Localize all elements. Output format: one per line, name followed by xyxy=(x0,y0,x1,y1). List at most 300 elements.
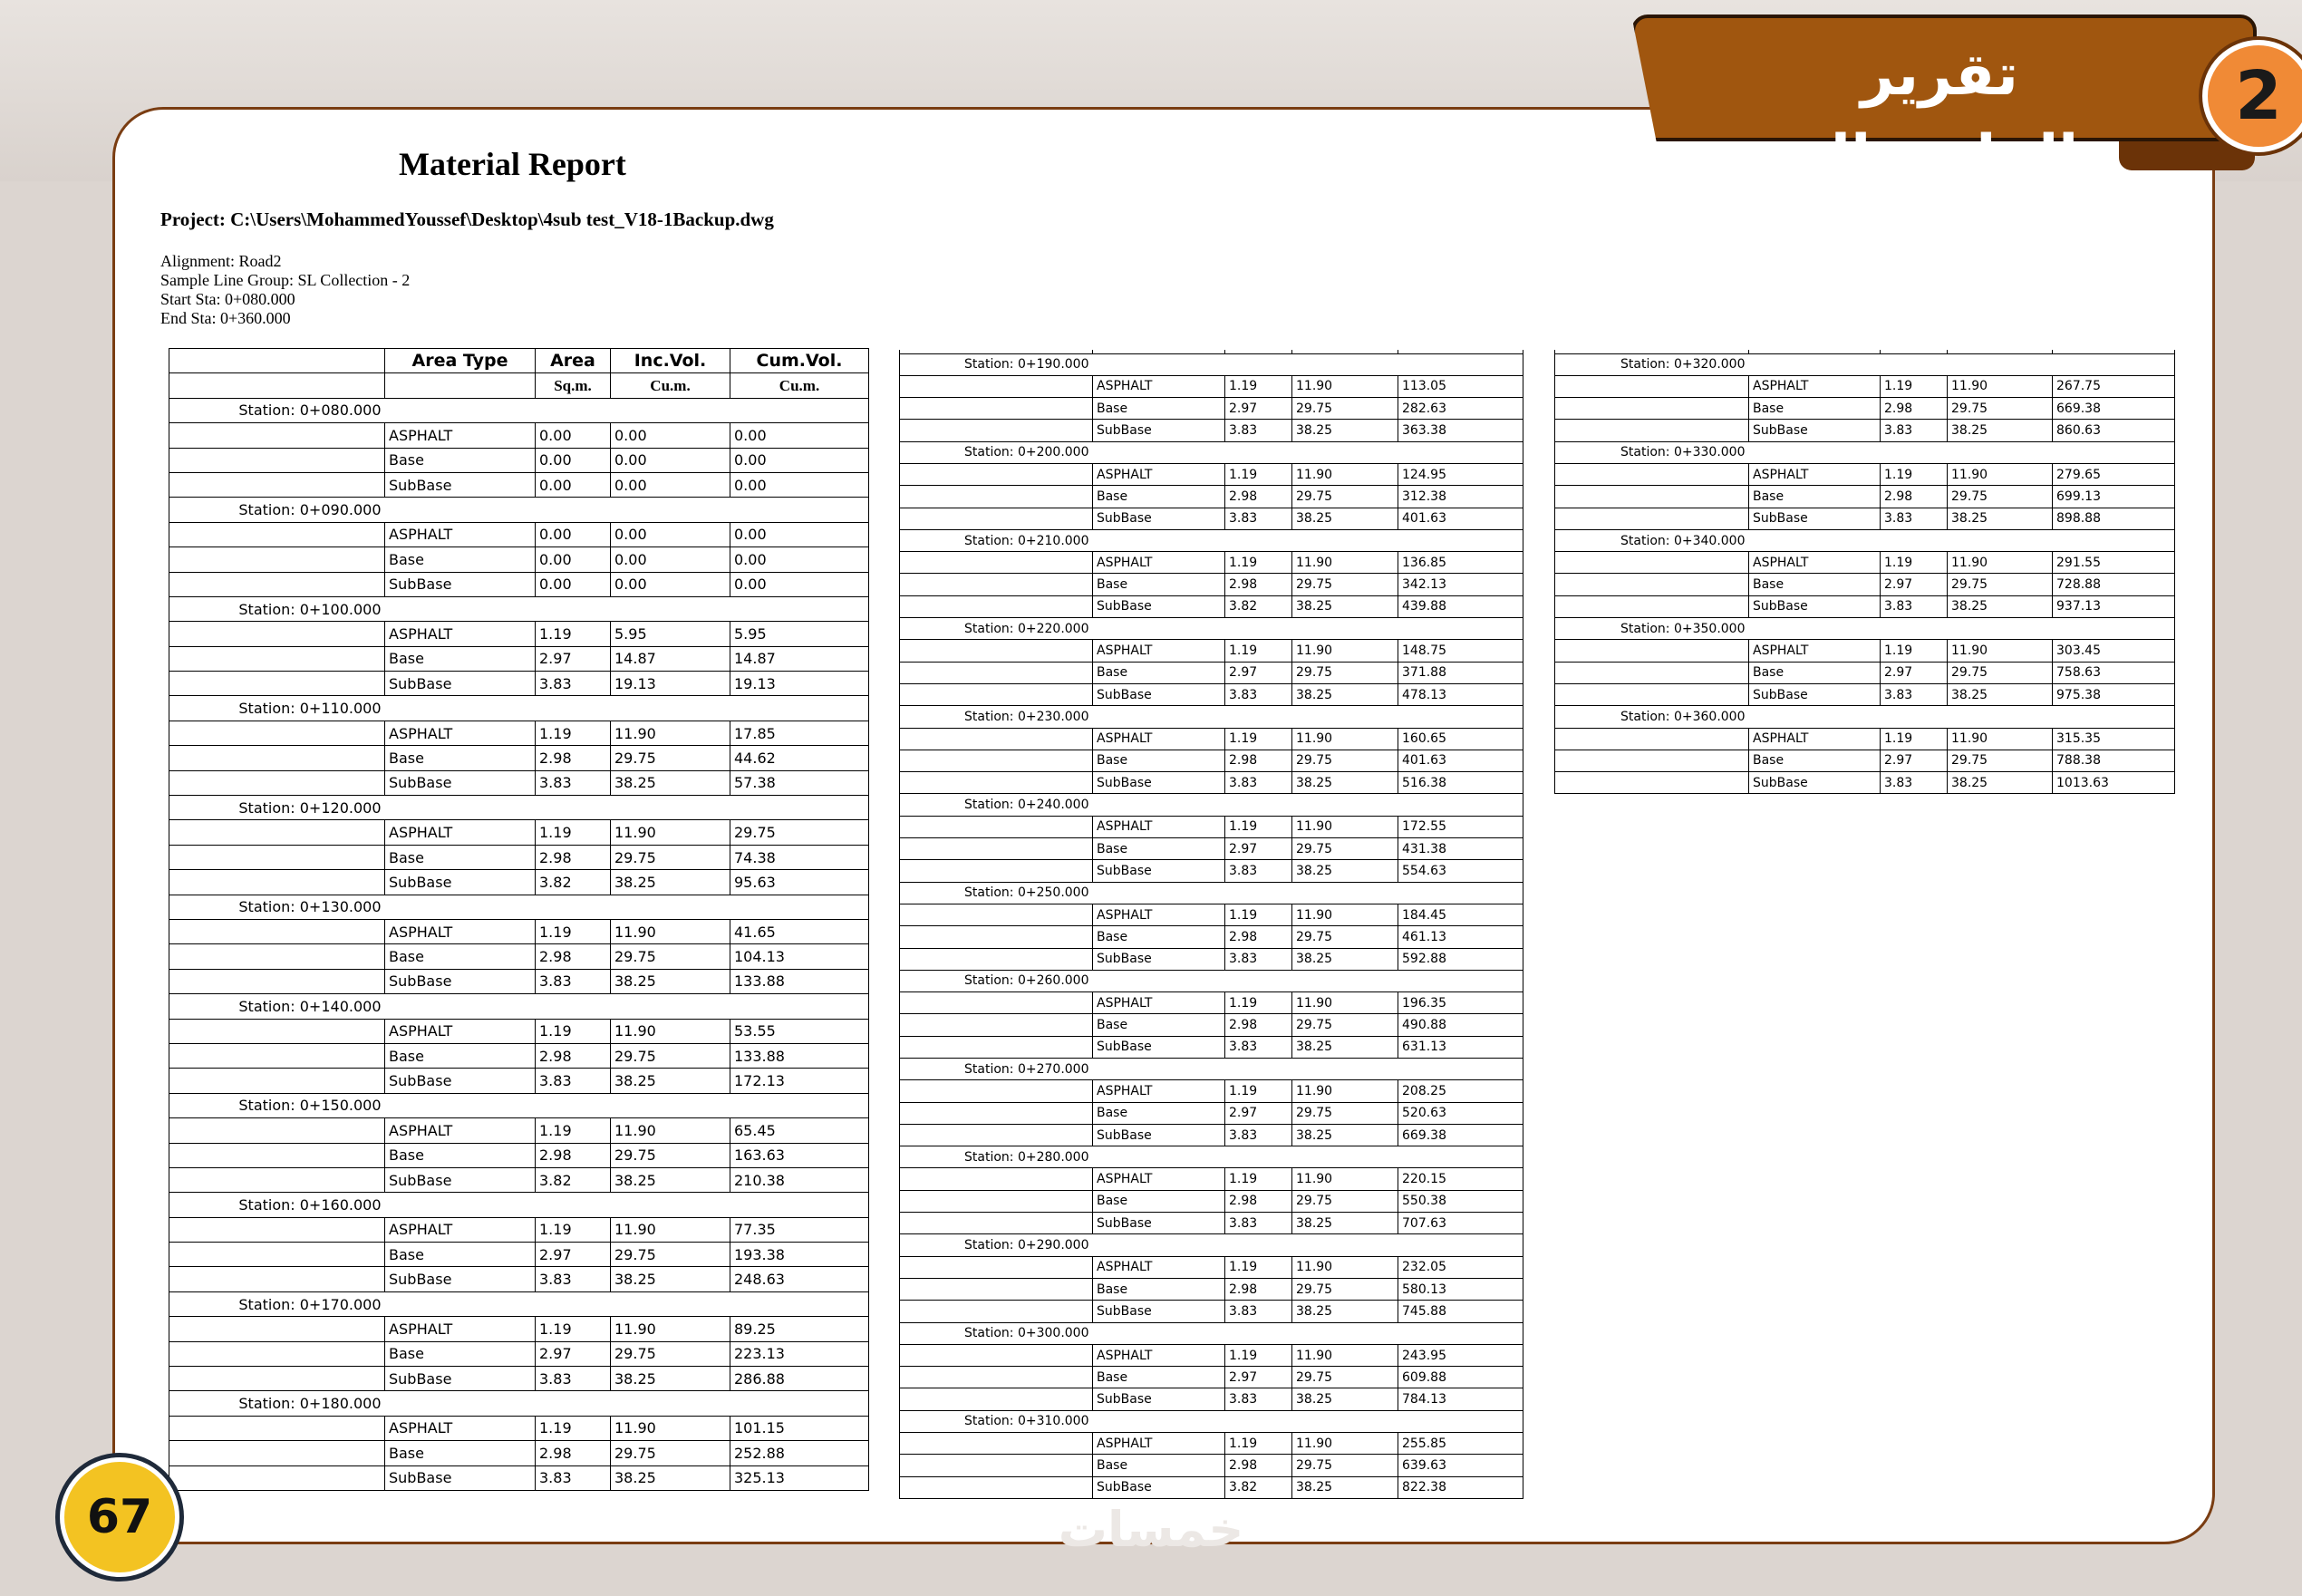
row-blank-cell xyxy=(1555,398,1749,420)
area-type-cell: ASPHALT xyxy=(385,622,536,646)
alignment-line: Alignment: Road2 xyxy=(160,252,282,270)
row-blank-cell xyxy=(900,992,1093,1014)
area-cell: 3.83 xyxy=(1225,420,1292,441)
inc-vol-cell: 11.90 xyxy=(1292,375,1398,397)
area-cell: 2.98 xyxy=(1225,1278,1292,1300)
material-row xyxy=(900,486,1523,508)
cum-vol-cell: 516.38 xyxy=(1398,772,1523,794)
row-blank-cell xyxy=(1555,662,1749,683)
station-label: Station: 0+150.000 xyxy=(169,1093,385,1117)
inc-vol-cell: 11.90 xyxy=(611,1317,730,1341)
area-cell: 2.98 xyxy=(536,944,611,969)
material-row xyxy=(169,472,869,497)
inc-vol-cell: 0.00 xyxy=(611,522,730,547)
station-row xyxy=(900,618,1523,640)
cum-vol-cell: 439.88 xyxy=(1398,595,1523,617)
station-row-spacer xyxy=(1093,353,1523,375)
row-blank-cell xyxy=(900,904,1093,925)
material-row xyxy=(900,595,1523,617)
area-cell: 1.19 xyxy=(1225,1256,1292,1278)
row-blank-cell xyxy=(900,486,1093,508)
material-row xyxy=(169,721,869,745)
inc-vol-cell: 29.75 xyxy=(1948,750,2053,771)
area-type-cell: SubBase xyxy=(1749,508,1881,529)
cum-vol-cell: 822.38 xyxy=(1398,1476,1523,1498)
inc-vol-cell: 11.90 xyxy=(1292,728,1398,750)
area-cell: 1.19 xyxy=(1225,375,1292,397)
unit-inc-vol: Cu.m. xyxy=(611,373,730,398)
area-cell: 0.00 xyxy=(536,448,611,472)
inc-vol-cell: 0.00 xyxy=(611,547,730,572)
row-blank-cell xyxy=(169,1367,385,1391)
area-cell: 1.19 xyxy=(1225,904,1292,925)
area-cell: 0.00 xyxy=(536,547,611,572)
row-blank-cell xyxy=(169,472,385,497)
area-cell: 1.19 xyxy=(1225,1344,1292,1366)
material-row xyxy=(169,1341,869,1366)
area-cell: 1.19 xyxy=(536,820,611,845)
area-cell: 0.00 xyxy=(536,472,611,497)
area-type-cell: ASPHALT xyxy=(1093,463,1225,485)
material-row xyxy=(169,870,869,895)
material-row xyxy=(1555,574,2175,595)
row-blank-cell xyxy=(169,1416,385,1440)
area-cell: 1.19 xyxy=(536,1217,611,1242)
station-label: Station: 0+160.000 xyxy=(169,1193,385,1217)
cum-vol-cell: 17.85 xyxy=(730,721,869,745)
material-row xyxy=(1555,552,2175,574)
area-type-cell: Base xyxy=(1093,1455,1225,1476)
cum-vol-cell: 461.13 xyxy=(1398,926,1523,948)
inc-vol-cell: 19.13 xyxy=(611,672,730,696)
material-row xyxy=(169,1317,869,1341)
material-row xyxy=(169,1217,869,1242)
area-type-cell: ASPHALT xyxy=(1093,1080,1225,1102)
cum-vol-cell: 29.75 xyxy=(730,820,869,845)
material-row xyxy=(900,772,1523,794)
cum-vol-cell: 223.13 xyxy=(730,1341,869,1366)
row-blank-cell xyxy=(900,1278,1093,1300)
station-label: Station: 0+180.000 xyxy=(169,1391,385,1416)
cum-vol-cell: 65.45 xyxy=(730,1118,869,1143)
station-row-spacer xyxy=(385,696,869,721)
area-type-cell: SubBase xyxy=(385,672,536,696)
area-type-cell: SubBase xyxy=(385,870,536,895)
inc-vol-cell: 0.00 xyxy=(611,448,730,472)
area-cell: 3.83 xyxy=(1881,420,1948,441)
area-type-cell: ASPHALT xyxy=(1093,552,1225,574)
material-row xyxy=(900,1367,1523,1388)
cum-vol-cell: 784.13 xyxy=(1398,1388,1523,1410)
row-blank-cell xyxy=(900,595,1093,617)
area-type-cell: Base xyxy=(1093,750,1225,771)
material-row xyxy=(1555,640,2175,662)
cum-vol-cell: 669.38 xyxy=(2053,398,2175,420)
row-blank-cell xyxy=(169,1267,385,1291)
row-blank-cell xyxy=(900,926,1093,948)
material-row xyxy=(900,750,1523,771)
station-row xyxy=(900,1146,1523,1168)
material-row xyxy=(169,522,869,547)
inc-vol-cell: 11.90 xyxy=(1292,1433,1398,1455)
inc-vol-cell: 38.25 xyxy=(611,1069,730,1093)
inc-vol-cell: 38.25 xyxy=(1948,508,2053,529)
inc-vol-cell: 38.25 xyxy=(1292,1213,1398,1234)
row-blank-cell xyxy=(169,1143,385,1167)
cum-vol-cell: 303.45 xyxy=(2053,640,2175,662)
units-blank xyxy=(169,373,385,398)
station-row xyxy=(900,1234,1523,1256)
row-blank-cell xyxy=(900,508,1093,529)
area-cell: 2.98 xyxy=(536,845,611,869)
area-type-cell: Base xyxy=(385,944,536,969)
cum-vol-cell: 113.05 xyxy=(1398,375,1523,397)
inc-vol-cell: 29.75 xyxy=(611,746,730,770)
row-blank-cell xyxy=(169,969,385,993)
material-row xyxy=(900,683,1523,705)
inc-vol-cell: 38.25 xyxy=(1948,683,2053,705)
material-row xyxy=(900,728,1523,750)
material-row xyxy=(900,420,1523,441)
area-cell: 3.83 xyxy=(1881,772,1948,794)
station-row xyxy=(900,794,1523,816)
cum-vol-cell: 77.35 xyxy=(730,1217,869,1242)
cum-vol-cell: 478.13 xyxy=(1398,683,1523,705)
area-type-cell: SubBase xyxy=(1093,1036,1225,1058)
cum-vol-cell: 898.88 xyxy=(2053,508,2175,529)
station-row xyxy=(900,882,1523,904)
inc-vol-cell: 11.90 xyxy=(1292,463,1398,485)
area-type-cell: ASPHALT xyxy=(385,1317,536,1341)
material-row xyxy=(169,1441,869,1465)
cum-vol-cell: 669.38 xyxy=(1398,1124,1523,1146)
area-cell: 2.98 xyxy=(1225,486,1292,508)
inc-vol-cell: 38.25 xyxy=(611,1167,730,1192)
inc-vol-cell: 29.75 xyxy=(1292,1455,1398,1476)
area-type-cell: SubBase xyxy=(385,1367,536,1391)
material-row xyxy=(900,552,1523,574)
area-type-cell: ASPHALT xyxy=(1093,816,1225,837)
sample-line-group-line: Sample Line Group: SL Collection - 2 xyxy=(160,271,411,289)
material-row xyxy=(169,1069,869,1093)
cum-vol-cell: 104.13 xyxy=(730,944,869,969)
area-type-cell: SubBase xyxy=(385,969,536,993)
material-row xyxy=(900,1301,1523,1322)
material-row xyxy=(900,1213,1523,1234)
station-label: Station: 0+220.000 xyxy=(900,618,1093,640)
area-cell: 1.19 xyxy=(1225,1080,1292,1102)
row-blank-cell xyxy=(900,1301,1093,1322)
cum-vol-cell: 728.88 xyxy=(2053,574,2175,595)
inc-vol-cell: 11.90 xyxy=(611,1118,730,1143)
inc-vol-cell: 38.25 xyxy=(1292,420,1398,441)
inc-vol-cell: 29.75 xyxy=(1292,1278,1398,1300)
inc-vol-cell: 38.25 xyxy=(611,870,730,895)
cum-vol-cell: 707.63 xyxy=(1398,1213,1523,1234)
station-row-spacer xyxy=(385,1093,869,1117)
inc-vol-cell: 11.90 xyxy=(1292,1256,1398,1278)
cum-vol-cell: 758.63 xyxy=(2053,662,2175,683)
area-cell: 3.83 xyxy=(536,1367,611,1391)
area-type-cell: Base xyxy=(1093,838,1225,860)
station-row xyxy=(1555,706,2175,728)
cum-vol-cell: 431.38 xyxy=(1398,838,1523,860)
inc-vol-cell: 0.00 xyxy=(611,472,730,497)
area-cell: 1.19 xyxy=(1225,992,1292,1014)
row-blank-cell xyxy=(169,820,385,845)
row-blank-cell xyxy=(169,423,385,448)
row-blank-cell xyxy=(900,662,1093,683)
inc-vol-cell: 29.75 xyxy=(1292,398,1398,420)
cum-vol-cell: 89.25 xyxy=(730,1317,869,1341)
material-row xyxy=(169,572,869,596)
row-blank-cell xyxy=(169,746,385,770)
area-cell: 3.83 xyxy=(1225,683,1292,705)
station-label: Station: 0+320.000 xyxy=(1555,353,1749,375)
station-label: Station: 0+130.000 xyxy=(169,895,385,919)
material-row xyxy=(900,1476,1523,1498)
header-area: Area xyxy=(536,349,611,373)
area-cell: 2.98 xyxy=(536,1043,611,1068)
area-type-cell: Base xyxy=(385,646,536,671)
material-row xyxy=(169,1416,869,1440)
row-blank-cell xyxy=(900,1190,1093,1212)
cum-vol-cell: 291.55 xyxy=(2053,552,2175,574)
inc-vol-cell: 38.25 xyxy=(611,1465,730,1490)
row-blank-cell xyxy=(900,1124,1093,1146)
area-type-cell: ASPHALT xyxy=(385,423,536,448)
row-blank-cell xyxy=(900,683,1093,705)
row-blank-cell xyxy=(169,672,385,696)
report-title: Material Report xyxy=(399,146,626,182)
cum-vol-cell: 193.38 xyxy=(730,1243,869,1267)
station-row-spacer xyxy=(385,796,869,820)
area-type-cell: Base xyxy=(385,746,536,770)
row-blank-cell xyxy=(169,1118,385,1143)
station-row-spacer xyxy=(385,1391,869,1416)
row-blank-cell xyxy=(900,375,1093,397)
material-row xyxy=(900,948,1523,970)
station-row-spacer xyxy=(385,398,869,422)
cum-vol-cell: 745.88 xyxy=(1398,1301,1523,1322)
station-row xyxy=(900,353,1523,375)
inc-vol-cell: 38.25 xyxy=(1292,1301,1398,1322)
station-row xyxy=(169,696,869,721)
material-row xyxy=(900,1455,1523,1476)
row-blank-cell xyxy=(900,838,1093,860)
area-type-cell: SubBase xyxy=(385,572,536,596)
inc-vol-cell: 38.25 xyxy=(1292,1036,1398,1058)
inc-vol-cell: 29.75 xyxy=(1292,574,1398,595)
area-type-cell: Base xyxy=(1749,574,1881,595)
area-cell: 3.82 xyxy=(536,1167,611,1192)
inc-vol-cell: 11.90 xyxy=(1948,463,2053,485)
station-row-spacer xyxy=(385,994,869,1019)
row-blank-cell xyxy=(169,1069,385,1093)
area-cell: 2.98 xyxy=(1881,398,1948,420)
cum-vol-cell: 220.15 xyxy=(1398,1168,1523,1190)
start-station-line: Start Sta: 0+080.000 xyxy=(160,290,295,308)
material-row xyxy=(169,448,869,472)
area-cell: 3.82 xyxy=(536,870,611,895)
material-row xyxy=(1555,595,2175,617)
material-row xyxy=(1555,662,2175,683)
station-label: Station: 0+230.000 xyxy=(900,706,1093,728)
station-row-spacer xyxy=(1093,1410,1523,1432)
material-table-col-1 xyxy=(169,348,869,1491)
cum-vol-cell: 14.87 xyxy=(730,646,869,671)
station-label: Station: 0+310.000 xyxy=(900,1410,1093,1432)
area-type-cell: ASPHALT xyxy=(385,522,536,547)
cum-vol-cell: 490.88 xyxy=(1398,1014,1523,1036)
cum-vol-cell: 788.38 xyxy=(2053,750,2175,771)
row-blank-cell xyxy=(900,1433,1093,1455)
inc-vol-cell: 38.25 xyxy=(1292,1388,1398,1410)
station-row xyxy=(900,970,1523,991)
cum-vol-cell: 248.63 xyxy=(730,1267,869,1291)
row-blank-cell xyxy=(900,1256,1093,1278)
area-type-cell: ASPHALT xyxy=(385,1217,536,1242)
row-blank-cell xyxy=(900,948,1093,970)
area-cell: 3.83 xyxy=(1225,948,1292,970)
row-blank-cell xyxy=(900,640,1093,662)
area-cell: 1.19 xyxy=(536,721,611,745)
row-blank-cell xyxy=(169,845,385,869)
material-row xyxy=(1555,375,2175,397)
area-type-cell: Base xyxy=(385,1441,536,1465)
inc-vol-cell: 38.25 xyxy=(1292,508,1398,529)
inc-vol-cell: 11.90 xyxy=(1292,816,1398,837)
area-type-cell: SubBase xyxy=(385,1465,536,1490)
area-type-cell: Base xyxy=(1093,1190,1225,1212)
station-row-spacer xyxy=(1749,706,2175,728)
station-row-spacer xyxy=(385,1193,869,1217)
inc-vol-cell: 11.90 xyxy=(611,919,730,943)
cum-vol-cell: 0.00 xyxy=(730,423,869,448)
area-type-cell: SubBase xyxy=(385,1267,536,1291)
area-type-cell: Base xyxy=(385,1243,536,1267)
row-blank-cell xyxy=(169,721,385,745)
area-type-cell: SubBase xyxy=(1093,595,1225,617)
material-row xyxy=(900,1080,1523,1102)
cum-vol-cell: 210.38 xyxy=(730,1167,869,1192)
cum-vol-cell: 172.55 xyxy=(1398,816,1523,837)
material-row xyxy=(169,770,869,795)
station-row xyxy=(169,1391,869,1416)
area-cell: 2.97 xyxy=(536,1243,611,1267)
material-row xyxy=(900,574,1523,595)
station-row-spacer xyxy=(385,498,869,522)
material-row xyxy=(900,926,1523,948)
area-cell: 2.98 xyxy=(1225,574,1292,595)
material-row xyxy=(169,672,869,696)
area-type-cell: Base xyxy=(385,1043,536,1068)
area-cell: 1.19 xyxy=(1881,375,1948,397)
area-cell: 1.19 xyxy=(1881,728,1948,750)
area-type-cell: Base xyxy=(1093,662,1225,683)
row-blank-cell xyxy=(169,1043,385,1068)
area-cell: 0.00 xyxy=(536,423,611,448)
area-cell: 2.98 xyxy=(1881,486,1948,508)
material-row xyxy=(900,398,1523,420)
material-row xyxy=(169,547,869,572)
project-path: Project: C:\Users\MohammedYoussef\Desktop\4sub test_V18-1Backup.dwg xyxy=(160,208,774,230)
station-row xyxy=(900,529,1523,551)
material-row xyxy=(169,646,869,671)
area-type-cell: ASPHALT xyxy=(1749,640,1881,662)
area-type-cell: Base xyxy=(385,547,536,572)
area-cell: 3.83 xyxy=(1225,1124,1292,1146)
row-blank-cell xyxy=(169,1167,385,1192)
station-row-spacer xyxy=(1093,794,1523,816)
cum-vol-cell: 371.88 xyxy=(1398,662,1523,683)
station-row-spacer xyxy=(1093,1059,1523,1080)
area-type-cell: ASPHALT xyxy=(1093,1168,1225,1190)
area-cell: 3.83 xyxy=(536,770,611,795)
row-blank-cell xyxy=(169,1317,385,1341)
material-row xyxy=(900,1124,1523,1146)
watermark: خمسات xyxy=(1058,1501,1244,1558)
cum-vol-cell: 148.75 xyxy=(1398,640,1523,662)
station-row xyxy=(900,441,1523,463)
station-label: Station: 0+120.000 xyxy=(169,796,385,820)
area-type-cell: Base xyxy=(385,1143,536,1167)
area-type-cell: ASPHALT xyxy=(1093,992,1225,1014)
inc-vol-cell: 29.75 xyxy=(611,1441,730,1465)
area-type-cell: SubBase xyxy=(1749,683,1881,705)
material-row xyxy=(900,1168,1523,1190)
station-label: Station: 0+330.000 xyxy=(1555,441,1749,463)
row-blank-cell xyxy=(900,463,1093,485)
cum-vol-cell: 1013.63 xyxy=(2053,772,2175,794)
area-cell: 1.19 xyxy=(536,1118,611,1143)
row-blank-cell xyxy=(169,572,385,596)
header-cum-vol: Cum.Vol. xyxy=(730,349,869,373)
row-blank-cell xyxy=(900,574,1093,595)
section-number-badge: 2 xyxy=(2202,40,2302,152)
material-row xyxy=(1555,683,2175,705)
cum-vol-cell: 279.65 xyxy=(2053,463,2175,485)
station-row-spacer xyxy=(1093,706,1523,728)
row-blank-cell xyxy=(169,547,385,572)
station-label: Station: 0+360.000 xyxy=(1555,706,1749,728)
area-type-cell: Base xyxy=(1093,574,1225,595)
area-cell: 2.97 xyxy=(1225,838,1292,860)
cum-vol-cell: 315.35 xyxy=(2053,728,2175,750)
material-row xyxy=(900,375,1523,397)
station-row xyxy=(169,1193,869,1217)
cum-vol-cell: 255.85 xyxy=(1398,1433,1523,1455)
inc-vol-cell: 11.90 xyxy=(611,721,730,745)
material-row xyxy=(169,919,869,943)
cum-vol-cell: 44.62 xyxy=(730,746,869,770)
cum-vol-cell: 57.38 xyxy=(730,770,869,795)
material-row xyxy=(900,1256,1523,1278)
row-blank-cell xyxy=(169,1019,385,1043)
station-row xyxy=(169,498,869,522)
area-type-cell: Base xyxy=(1749,662,1881,683)
material-row xyxy=(900,1014,1523,1036)
row-blank-cell xyxy=(900,728,1093,750)
area-cell: 2.97 xyxy=(536,646,611,671)
material-row xyxy=(1555,463,2175,485)
row-blank-cell xyxy=(1555,683,1749,705)
area-type-cell: Base xyxy=(385,448,536,472)
area-type-cell: Base xyxy=(1093,1014,1225,1036)
area-type-cell: SubBase xyxy=(385,770,536,795)
inc-vol-cell: 11.90 xyxy=(1292,1080,1398,1102)
area-cell: 0.00 xyxy=(536,522,611,547)
